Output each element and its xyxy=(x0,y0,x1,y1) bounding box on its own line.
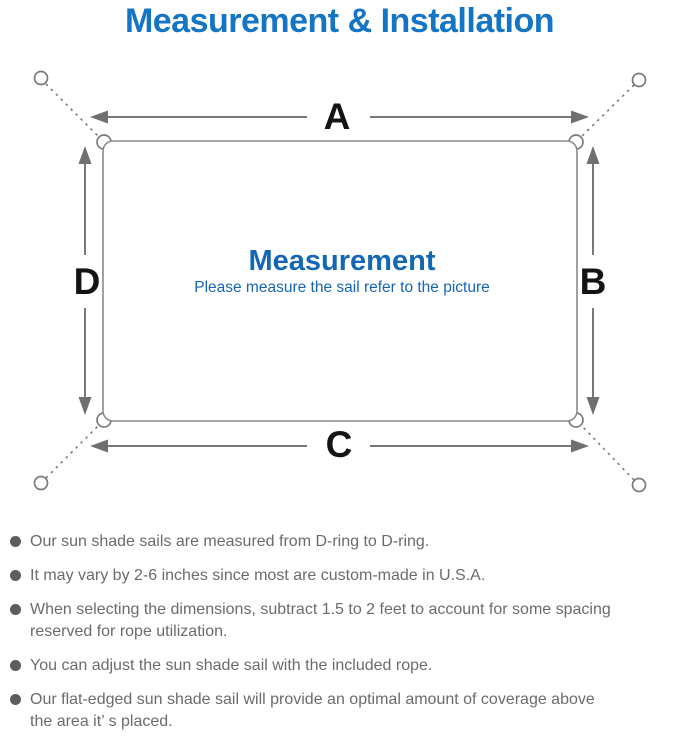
bullet-icon xyxy=(10,694,21,705)
note-item xyxy=(10,655,675,677)
note-item xyxy=(10,565,675,587)
dimension-label-b: B xyxy=(579,261,607,302)
tension-line-top-left xyxy=(46,84,99,137)
note-text: You can adjust the sun shade sail with the included rope. xyxy=(30,657,433,674)
dimension-label-c: C xyxy=(325,424,353,465)
bullet-icon xyxy=(10,570,21,581)
anchor-ring-icon xyxy=(633,74,646,87)
bullet-icon xyxy=(10,536,21,547)
note-text: Our sun shade sails are measured from D-ring to D-ring. xyxy=(30,533,430,550)
diagram-subtext: Please measure the sail refer to the picture xyxy=(194,279,490,296)
diagram-heading: Measurement xyxy=(248,245,436,277)
tension-line-bottom-left xyxy=(46,425,99,478)
note-text: Our flat-edged sun shade sail will provide an optimal amount of coverage above xyxy=(30,691,595,708)
dimension-label-d: D xyxy=(73,261,101,302)
bullet-icon xyxy=(10,604,21,615)
note-text: It may vary by 2-6 inches since most are custom-made in U.S.A. xyxy=(30,567,486,584)
anchor-ring-icon xyxy=(35,72,48,85)
notes-list xyxy=(10,531,675,733)
anchor-ring-icon xyxy=(35,477,48,490)
page-title: Measurement & Installation xyxy=(124,2,555,40)
note-item xyxy=(10,531,675,553)
bullet-icon xyxy=(10,660,21,671)
note-item xyxy=(10,599,675,643)
note-text: reserved for rope utilization. xyxy=(30,623,228,640)
note-item xyxy=(10,689,675,733)
note-text: When selecting the dimensions, subtract 1.5 to 2 feet to account for some spacing xyxy=(30,601,611,618)
tension-line-top-right xyxy=(581,85,634,137)
measurement-diagram xyxy=(0,50,679,515)
note-text: the area it’ s placed. xyxy=(30,713,173,730)
anchor-ring-icon xyxy=(633,479,646,492)
tension-line-bottom-right xyxy=(581,425,634,480)
dimension-label-a: A xyxy=(323,96,351,137)
